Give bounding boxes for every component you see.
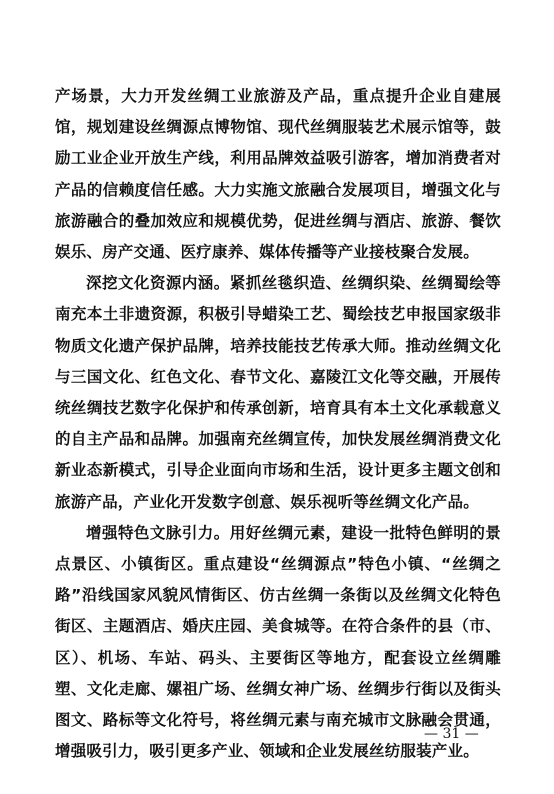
paragraph-1: 产场景，大力开发丝绸工业旅游及产品，重点提升企业自建展馆，规划建设丝绸源点博物馆、现代丝绸服装艺术展示馆等，鼓励工业企业开放生产线，利用品牌效益吸引游客，增加消费者对产品的信赖度信任感。大力实施文旅融合发展项目，增强文化与旅游融合的叠加效应和规模优势，促进丝绸与酒店、旅游、餐饮娱乐、房产交通、医疗康养、媒体传播等产业接枝聚合发展。 bbox=[55, 87, 501, 262]
paragraph-3: 增强特色文脉引力。用好丝绸元素，建设一批特色鲜明的景点景区、小镇街区。重点建设“丝绸源点”特色小镇、“丝绸之路”沿线国家风貌风情街区、仿古丝绸一条街以及丝绸文化特色街区、主题酒店、婚庆庄园、美食城等。在符合条件的县（市、区）、机场、车站、码头、主要街区等地方，配套设立丝绸雕塑、文化走廊、嫘祖广场、丝绸女神广场、丝绸步行街以及街头图文、路标等文化符号，将丝绸元素与南充城市文脉融会贯通，增强吸引力，吸引更多产业、领域和企业发展丝纺服装产业。 bbox=[55, 523, 501, 761]
paragraph-2: 深挖文化资源内涵。紧抓丝毯织造、丝绸织染、丝绸蜀绘等南充本土非遗资源，积极引导蜡染工艺、蜀绘技艺申报国家级非物质文化遗产保护品牌，培养技能技艺传承大师。推动丝绸文化与三国文化、红色文化、春节文化、嘉陵江文化等交融，开展传统丝绸技艺数字化保护和传承创新，培育具有本土文化承载意义的自主产品和品牌。加强南充丝绸宣传，加快发展丝绸消费文化新业态新模式，引导企业面向市场和生活，设计更多主题文创和旅游产品，产业化开发数字创意、娱乐视听等丝绸文化产品。 bbox=[55, 274, 501, 511]
page-number: — 31 — bbox=[424, 726, 479, 742]
document-body bbox=[55, 81, 501, 767]
